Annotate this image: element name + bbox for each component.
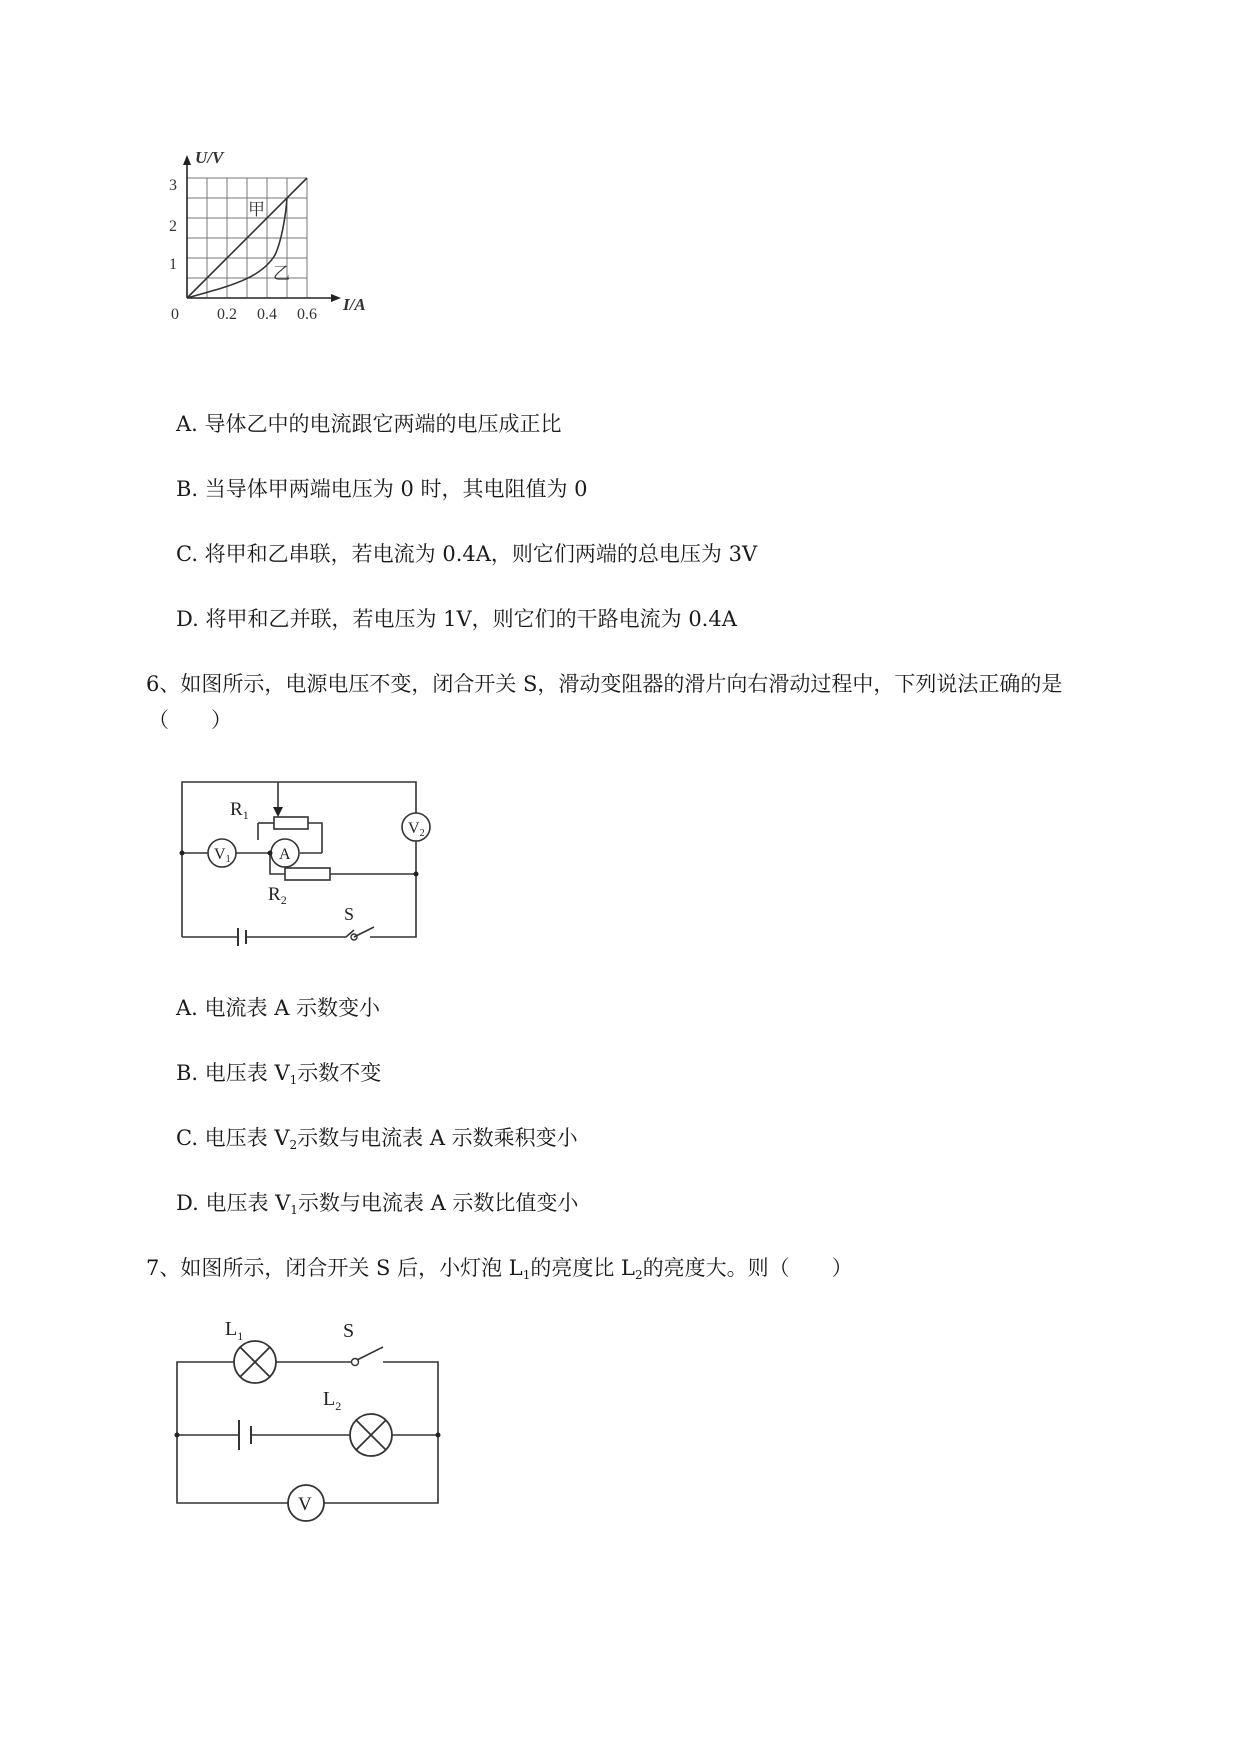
x-axis-label: I/A (343, 295, 366, 314)
graph-axes (187, 161, 335, 298)
label-l1: $L_1$ (225, 1318, 244, 1343)
wire (246, 930, 354, 937)
q6-option-d: D. 电压表 $V_1$示数与电流表 A 示数比值变小 (176, 1191, 579, 1217)
junction-dot (436, 1433, 441, 1438)
q5-option-a: A. 导体乙中的电流跟它两端的电压成正比 (176, 412, 562, 436)
slider-arrow (273, 807, 283, 817)
curve-yi-label: 乙 (273, 264, 290, 283)
wire (383, 1362, 438, 1435)
label-ammeter: A (279, 846, 291, 863)
lamp-l1 (234, 1341, 276, 1383)
ui-graph (169, 148, 410, 365)
wire (177, 1435, 288, 1503)
switch-lever (354, 927, 374, 937)
wire (370, 839, 416, 937)
q5-option-d: D. 将甲和乙并联，若电压为 1V，则它们的干路电流为 0.4A (176, 607, 737, 631)
junction-dot (414, 872, 419, 877)
label-v2: V2 (408, 820, 425, 839)
q6-option-c: C. 电压表 $V_2$示数与电流表 A 示数乘积变小 (176, 1126, 578, 1152)
label-voltmeter: V (298, 1494, 312, 1515)
lamp-l2 (350, 1414, 392, 1456)
wire (177, 1362, 234, 1435)
q7-stem: 7、如图所示，闭合开关 S 后，小灯泡 $L_1$的亮度比 $L_2$的亮度大。则（ ） (146, 1256, 853, 1282)
label-r2: $R_2$ (268, 884, 287, 907)
wire (308, 823, 322, 853)
q7-circuit-diagram (165, 1315, 465, 1530)
junction-dot (175, 1433, 180, 1438)
resistor-r2 (285, 868, 330, 880)
q6-option-a: A. 电流表 A 示数变小 (176, 996, 381, 1020)
q6-option-b: B. 电压表 $V_1$示数不变 (176, 1061, 382, 1087)
y-axis-arrow (183, 155, 191, 165)
y-tick-label: 1 (169, 256, 177, 273)
y-tick-label: 2 (169, 218, 177, 235)
x-tick-label: 0.6 (297, 306, 317, 323)
q6-answer-bracket: （ ） (148, 708, 232, 732)
label-l2: $L_2$ (323, 1388, 342, 1413)
q6-stem: 6、如图所示，电源电压不变，闭合开关 S，滑动变阻器的滑片向右滑动过程中，下列说法正确的是 (146, 672, 1063, 696)
x-axis-arrow (331, 294, 341, 302)
origin-label: 0 (171, 306, 179, 323)
q5-option-b: B. 当导体甲两端电压为 0 时，其电阻值为 0 (176, 477, 588, 501)
switch-lever (357, 1347, 383, 1360)
junction-dot (180, 851, 185, 856)
y-tick-label: 3 (169, 177, 177, 194)
label-r1: $R_1$ (230, 799, 249, 822)
junction-dot (268, 851, 273, 856)
label-v1: V1 (214, 846, 231, 865)
q5-option-c: C. 将甲和乙串联，若电流为 0.4A，则它们两端的总电压为 3V (176, 542, 758, 566)
resistor-r1 (274, 817, 308, 829)
label-switch: S (343, 1320, 355, 1342)
curve-jia-label: 甲 (248, 200, 265, 219)
x-tick-label: 0.4 (257, 306, 277, 323)
q6-circuit-diagram (170, 770, 440, 950)
x-tick-label: 0.2 (217, 306, 237, 323)
label-switch: S (344, 904, 355, 924)
y-axis-label: U/V (195, 148, 224, 167)
